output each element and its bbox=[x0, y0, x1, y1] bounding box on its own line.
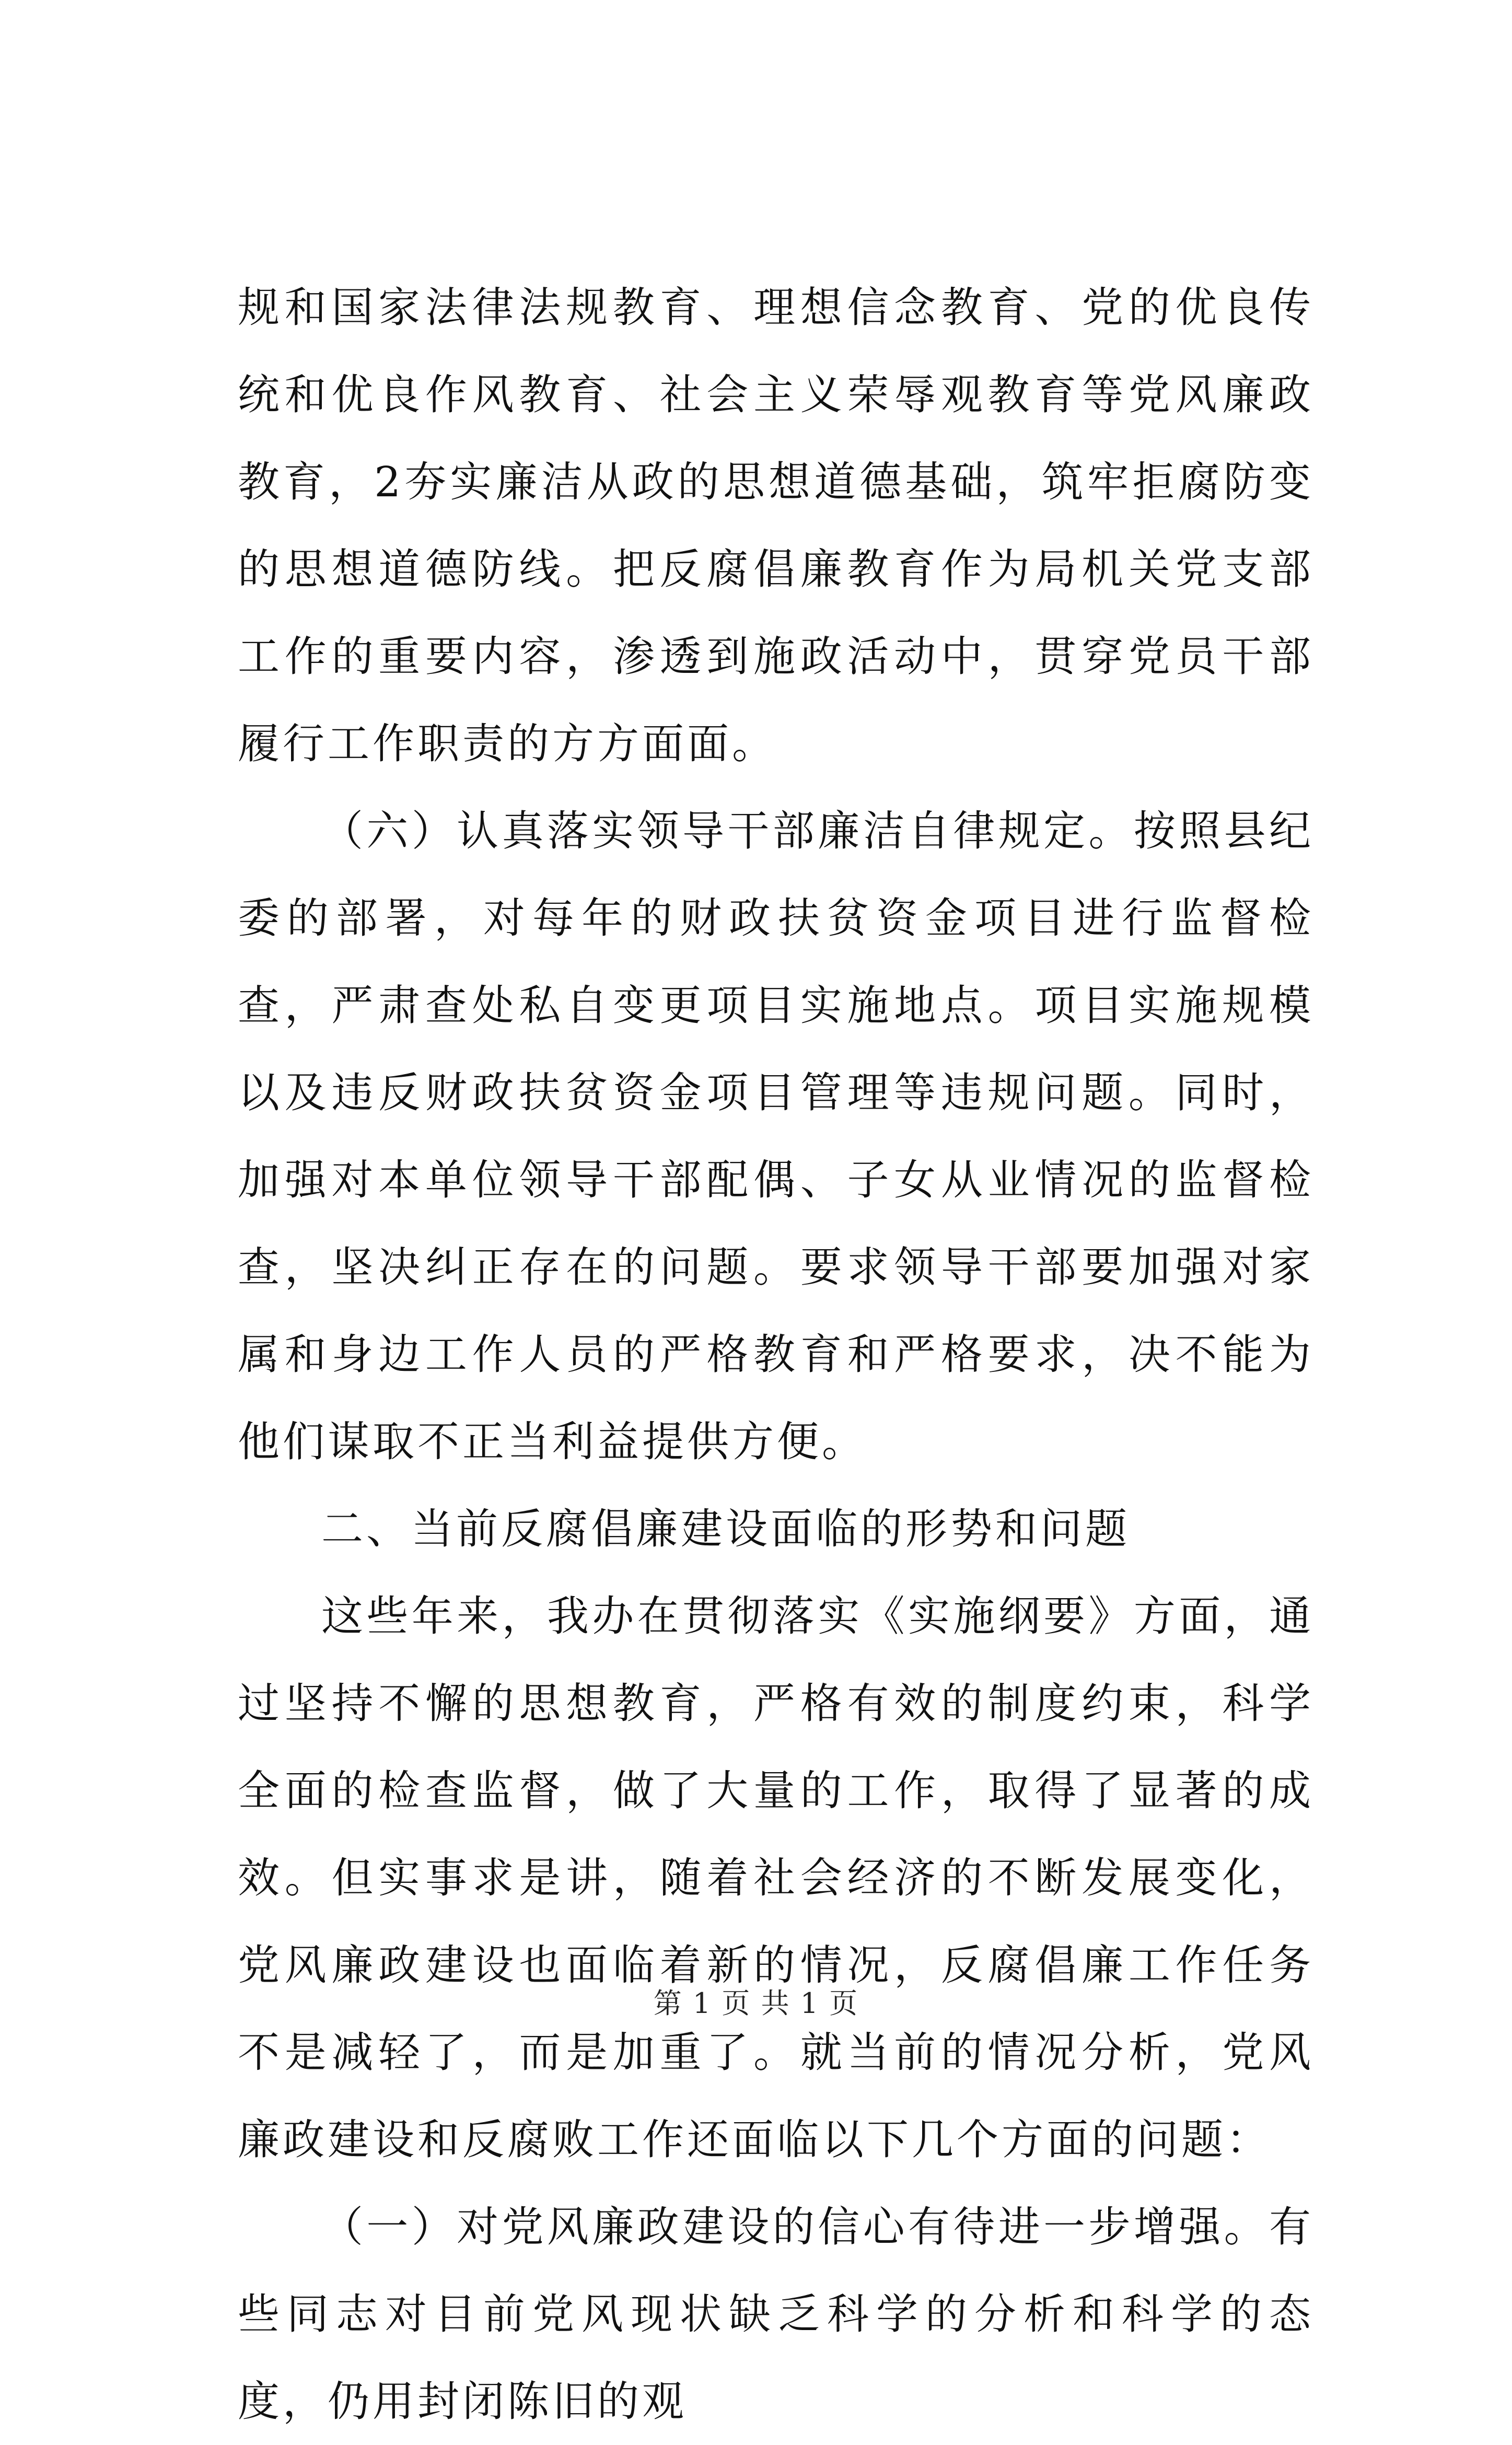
page-footer: 第 1 页 共 1 页 bbox=[653, 1987, 859, 2020]
document-body bbox=[238, 264, 1314, 2445]
paragraph-section-six: （六）认真落实领导干部廉洁自律规定。按照县纪委的部署，对每年的财政扶贫资金项目进行监督检查，严肃查处私自变更项目实施地点。项目实施规模以及违反财政扶贫资金项目管理等违规问题。同时，加强对本单位领导干部配偶、子女从业情况的监督检查，坚决纠正存在的问题。要求领导干部要加强对家属和身边工作人员的严格教育和严格要求，决不能为他们谋取不正当利益提供方便。 bbox=[238, 807, 1314, 1466]
section-heading-two: 二、当前反腐倡廉建设面临的形势和问题 bbox=[321, 1505, 1130, 1553]
paragraph-situation: 这些年来，我办在贯彻落实《实施纲要》方面，通过坚持不懈的思想教育，严格有效的制度约束，科学全面的检查监督，做了大量的工作，取得了显著的成效。但实事求是讲，随着社会经济的不断发展变化，党风廉政建设也面临着新的情况，反腐倡廉工作任务不是减轻了，而是加重了。就当前的情况分析，党风廉政建设和反腐败工作还面临以下几个方面的问题： bbox=[238, 1592, 1314, 2164]
paragraph-item-one: （一）对党风廉政建设的信心有待进一步增强。有些同志对目前党风现状缺乏科学的分析和科学的态度，仍用封闭陈旧的观 bbox=[238, 2203, 1314, 2426]
paragraph-continuation: 规和国家法律法规教育、理想信念教育、党的优良传统和优良作风教育、社会主义荣辱观教育等党风廉政教育，2夯实廉洁从政的思想道德基础，筑牢拒腐防变的思想道德防线。把反腐倡廉教育作为局机关党支部工作的重要内容，渗透到施政活动中，贯穿党员干部履行工作职责的方方面面。 bbox=[238, 283, 1314, 768]
